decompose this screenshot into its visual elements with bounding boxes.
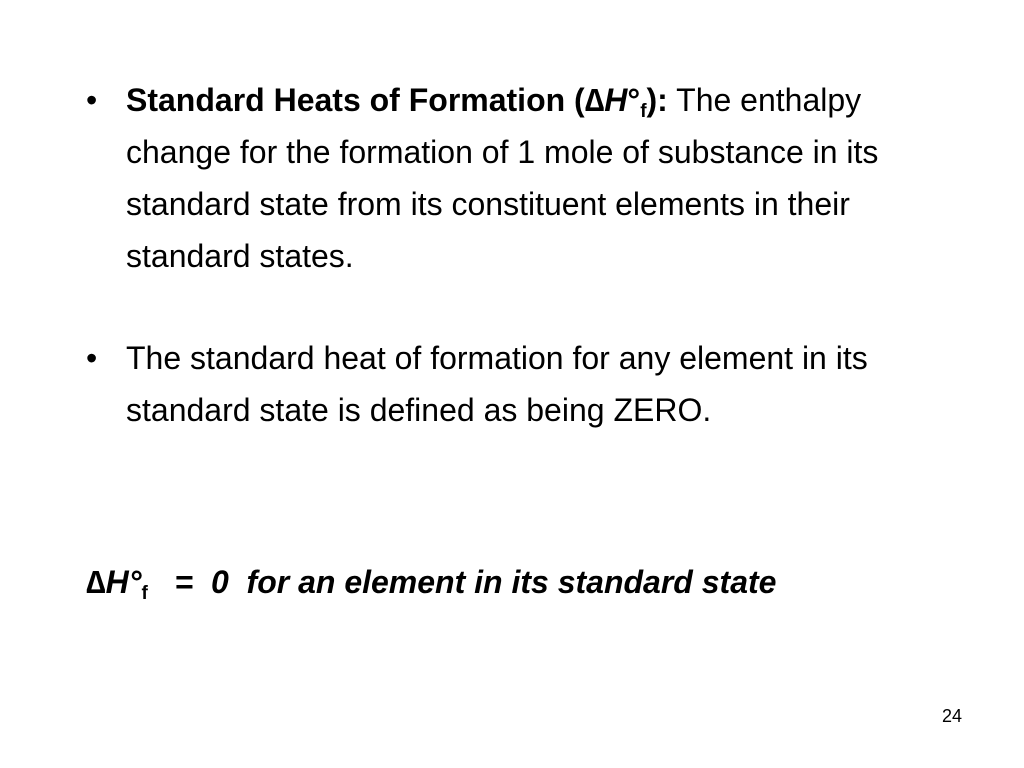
bullet-marker: • [86, 82, 98, 118]
term-heading [126, 82, 668, 122]
delta-symbol: ∆ [584, 82, 605, 118]
zero-rule-text: The standard heat of formation for any element in its standard state is defined as being ZERO. [126, 340, 868, 428]
degree-symbol: ° [627, 82, 641, 118]
degree-symbol: ° [128, 564, 142, 600]
bullet-list [86, 74, 946, 486]
definition-text: The enthalpy change for the formation of 1 mole of substance in its standard state from its constituent elements in their standard states. [126, 82, 879, 274]
formation-subscript: f [640, 101, 647, 122]
bullet-marker: • [86, 340, 98, 376]
bullet-item-zero-rule [86, 332, 946, 436]
equation [86, 556, 926, 608]
enthalpy-symbol: H [105, 564, 129, 600]
bullet-item-definition [86, 74, 946, 282]
delta-symbol: ∆ [86, 564, 106, 600]
formation-subscript: f [141, 583, 148, 604]
equation-text: = 0 for an element in its standard state [147, 564, 777, 600]
term-close: ): [646, 82, 668, 118]
term-heading-text: Standard Heats of Formation ( [126, 82, 585, 118]
page-number: 24 [941, 706, 962, 726]
enthalpy-symbol: H [604, 82, 628, 118]
